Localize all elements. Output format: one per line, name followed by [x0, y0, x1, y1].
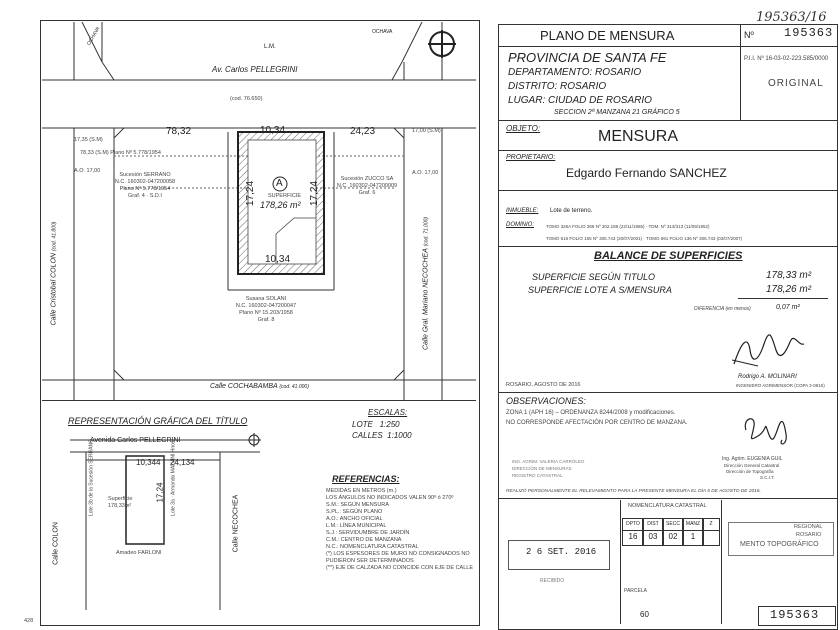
dim-lot-front: 10,34 — [260, 125, 286, 136]
street-bottom-label: Calle COCHABAMBA (cod. 41.000) — [210, 383, 309, 390]
nom-header-z: Z — [702, 518, 720, 531]
balance-underline — [738, 298, 828, 299]
title-street-left: Calle COLON — [52, 522, 60, 565]
balance-title: BALANCE DE SUPERFICIES — [594, 250, 743, 262]
nom-header-manz: MANZ — [682, 518, 704, 531]
neighbor-right: Sucesión ZUCCO SA N.C. 160302-047200009 Graf. 6 — [336, 176, 398, 196]
title-neighbor-right: Lote 3a · Armando MALVINI Hnos. — [170, 439, 177, 516]
dim-small-note: 78,33 (S.M) Plano Nº 5.778/1954 — [80, 150, 161, 156]
received-stamp: RECIBIDO — [540, 578, 565, 584]
referencia-item: A.O.: ANCHO OFICIAL — [326, 516, 383, 522]
dim-right-front: 24,23 — [350, 126, 376, 137]
ochava-tl-label: OCHAVA — [86, 25, 102, 47]
inmueble-label: INMUEBLE: — [506, 208, 539, 214]
official-role-2: Dirección de Topografía — [726, 469, 774, 474]
nom-header-dpto: DPTO — [622, 518, 644, 531]
dim-tl: 17,35 (S.M) — [74, 137, 103, 143]
title-dim-side: 17,24 — [155, 482, 165, 503]
diferencia-value: 0,07 m² — [776, 304, 800, 311]
referencia-item: S.J.: SERVIDUMBRE DE JARDÍN — [326, 530, 410, 536]
official-name: Ing. Agrim. EUGENIA GUIL — [722, 456, 783, 462]
header-rule — [498, 46, 837, 47]
no-value: 195363 — [784, 26, 834, 40]
topo-stamp-1: REGIONAL — [794, 524, 823, 530]
topo-stamp-3: MENTO TOPOGRÁFICO — [740, 541, 819, 548]
dim-lot-side-right: 17,24 — [309, 180, 321, 207]
bottom-no: 195363 — [770, 608, 820, 622]
surveyor-reg: INGENIERO AGRIMENSOR (COPA 2-0815) — [736, 383, 825, 388]
escalas-heading: ESCALAS: — [368, 408, 408, 417]
pii: P.I.I. Nº 16-03-02-223.585/0000 — [744, 56, 829, 62]
no-label: Nº — [744, 30, 754, 40]
lot-a-letter: A — [276, 178, 283, 189]
referencia-item: MEDIDAS EN METROS (m.) — [326, 488, 397, 494]
topo-stamp-2: ROSARIO — [796, 532, 822, 538]
nom-value-dpto: 16 — [622, 530, 644, 546]
escalas-lote: LOTE 1:250 — [352, 420, 400, 429]
department: DEPARTAMENTO: ROSARIO — [508, 67, 642, 78]
referencia-item: (*) LOS ESPESORES DE MURO NO CONSIGNADOS NO PUDIERON SER DETERMINADOS — [326, 551, 470, 564]
surveyor-name: Rodrigo A. MOLINARI — [738, 374, 797, 380]
referencia-item: C.M.: CENTRO DE MANZANA — [326, 537, 402, 543]
lot-superficie-value: 178,26 m² — [260, 200, 301, 210]
referencia-item: (**) EJE DE CALZADA NO COINCIDE CON EJE DE CALLE — [326, 565, 474, 571]
official-role-1: Dirección General Catastral — [724, 463, 780, 468]
dominio-label: DOMINIO: — [506, 222, 534, 228]
dim-tr: 17,00 (S.M) — [412, 128, 441, 134]
dominio-line-2: TOMO 616 FOLIO 155 Nº 305.743 (20/07/2001) · TOMO 691 FOLIO 136 Nº 306.743 (03/07/2007) — [546, 236, 743, 241]
realizo-statement: REALIZÓ PERSONALMENTE EL RELEVAMIENTO PARA LA PRESENTE MENSURA EL DÍA 5 DE AGOSTO DE 2016. — [506, 489, 761, 494]
neighbor-bottom: Susana SOLANI N.C. 160302-047200047 Plano Nº 15.203/1958 Graf. 8 — [235, 296, 297, 323]
propietario-rule — [498, 190, 837, 191]
neighbor-left: Sucesión SERRANO N.C. 160302-047200058 Plano Nº 5.778/1954 Graf. 4 · S.D.I — [114, 172, 176, 199]
referencia-item: S.M.: SEGÚN MENSURA — [326, 502, 389, 508]
sup-titulo-label: SUPERFICIE SEGÚN TITULO — [532, 272, 656, 282]
title-neighbor-bottom: Amadeo FARLONI — [116, 550, 162, 556]
title-neighbor-left: Lote 3b de la Sucesión SERRANO — [88, 439, 95, 516]
date-stamp: 2 6 SET. 2016 — [526, 547, 597, 557]
dim-ad2: A.O. 17,00 — [412, 170, 439, 176]
nom-header-dist: DIST — [642, 518, 664, 531]
obs-line-2: NO CORRESPONDE AFECTACIÓN POR CENTRO DE MANZANA. — [506, 420, 688, 426]
dim-left-front: 78,32 — [166, 126, 192, 137]
referencia-item: L.M.: LÍNEA MUNICIPAL — [326, 523, 387, 529]
referencia-item: N.C.: NOMENCLATURA CATASTRAL — [326, 544, 419, 550]
title-graph-heading: REPRESENTACIÓN GRÁFICA DEL TÍTULO — [68, 416, 248, 426]
sup-mensura-label: SUPERFICIE LOTE A S/MENSURA — [528, 285, 672, 295]
place: LUGAR: CIUDAD DE ROSARIO — [508, 95, 652, 106]
nomenclatura-label: NOMENCLATURA CATASTRAL — [628, 503, 707, 509]
street-right-label: Calle Gral. Mariano NECOCHEA (cod. 71.000) — [422, 216, 430, 351]
referencia-item: LOS ÁNGULOS NO INDICADOS VALEN 90º ó 270º — [326, 495, 454, 501]
nom-value-secc: 02 — [662, 530, 684, 546]
province: PROVINCIA DE SANTA FE — [508, 50, 667, 65]
dominio-rule — [498, 246, 837, 247]
street-top-width: (cod. 76.650) — [230, 96, 263, 102]
referencias-list — [326, 488, 474, 572]
surveyor-rule — [498, 392, 837, 393]
obs-line-1: ZONA 1 (APH 16) – ORDENANZA 8244/2008 y modificaciones. — [506, 410, 676, 416]
official-signature — [738, 410, 798, 452]
objeto-value: MENSURA — [598, 128, 679, 145]
propietario-label: PROPIETARIO: — [506, 154, 556, 161]
escalas-calles: CALLES 1:1000 — [352, 431, 412, 440]
ochava-tr-label: OCHAVA — [372, 29, 393, 35]
title-dim-right: 24,134 — [170, 458, 195, 467]
official-role-3: S.C.I.T. — [760, 475, 775, 480]
nom-value-manz: 1 — [682, 530, 704, 546]
referencias-heading: REFERENCIAS: — [332, 474, 400, 484]
lm-top-label: L.M. — [264, 44, 276, 50]
handwritten-number: 195363/16 — [756, 10, 827, 25]
realizo-rule — [498, 498, 837, 499]
dim-ad1: A.O. 17,00 — [74, 168, 101, 174]
referencia-item: S.PL.: SEGÚN PLANO — [326, 509, 383, 515]
propietario-value: Edgardo Fernando SANCHEZ — [566, 166, 727, 180]
title-dim-front: 10,344 — [136, 458, 161, 467]
nom-header-secc: SECC — [662, 518, 684, 531]
objeto-rule — [498, 150, 837, 151]
sup-titulo-value: 178,33 m² — [766, 270, 812, 281]
dominio-line-1: TOMO 326A FOLIO 369 Nº 302.189 (22/11/1965) · TDM. Nº 313/313 (11/09/1952) — [546, 224, 710, 229]
diferencia-label: DIFERENCIA (en menos) — [694, 306, 751, 312]
street-left-label: Calle Cristobal COLON (cod. 41.800) — [50, 221, 58, 326]
inmueble-value: Lote de terreno. — [550, 208, 593, 214]
dim-lot-back: 10,34 — [265, 254, 291, 265]
page-number: 428 — [24, 618, 34, 624]
parcela-value: 60 — [640, 610, 649, 619]
title-superficie: Superficie 178,33m² — [108, 496, 133, 509]
pii-separator — [740, 46, 741, 120]
section: SECCION 2ª MANZANA 21 GRÁFICO 5 — [554, 109, 680, 116]
sup-mensura-value: 178,26 m² — [766, 284, 812, 295]
street-top-label: Av. Carlos PELLEGRINI — [212, 65, 298, 74]
dim-lot-side-left: 17,24 — [245, 180, 257, 207]
title-street-right: Calle NECOCHEA — [232, 494, 240, 553]
plan-title: PLANO DE MENSURA — [540, 28, 675, 43]
registry-stamp: ING. AGRIM. VALERIA CARRÓLEO DIRECCIÓN DE MENSURAS REGISTRO CATASTRAL — [512, 459, 585, 478]
surveyor-signature — [728, 330, 808, 370]
header-separator — [740, 24, 741, 46]
lot-superficie-label: SUPERFICIE — [268, 193, 302, 199]
nom-value-z — [702, 530, 720, 546]
survey-plan-drawing — [42, 22, 476, 400]
location-rule — [498, 120, 837, 121]
parcela-label: PARCELA — [624, 588, 647, 594]
survey-date: ROSARIO, AGOSTO DE 2016 — [506, 382, 581, 388]
objeto-label: OBJETO: — [506, 124, 541, 133]
nom-value-dist: 03 — [642, 530, 664, 546]
district: DISTRITO: ROSARIO — [508, 81, 607, 92]
title-avenue: Avenida Carlos PELLEGRINI — [90, 437, 181, 444]
observaciones-label: OBSERVACIONES: — [506, 396, 586, 406]
original-stamp: ORIGINAL — [768, 78, 824, 89]
